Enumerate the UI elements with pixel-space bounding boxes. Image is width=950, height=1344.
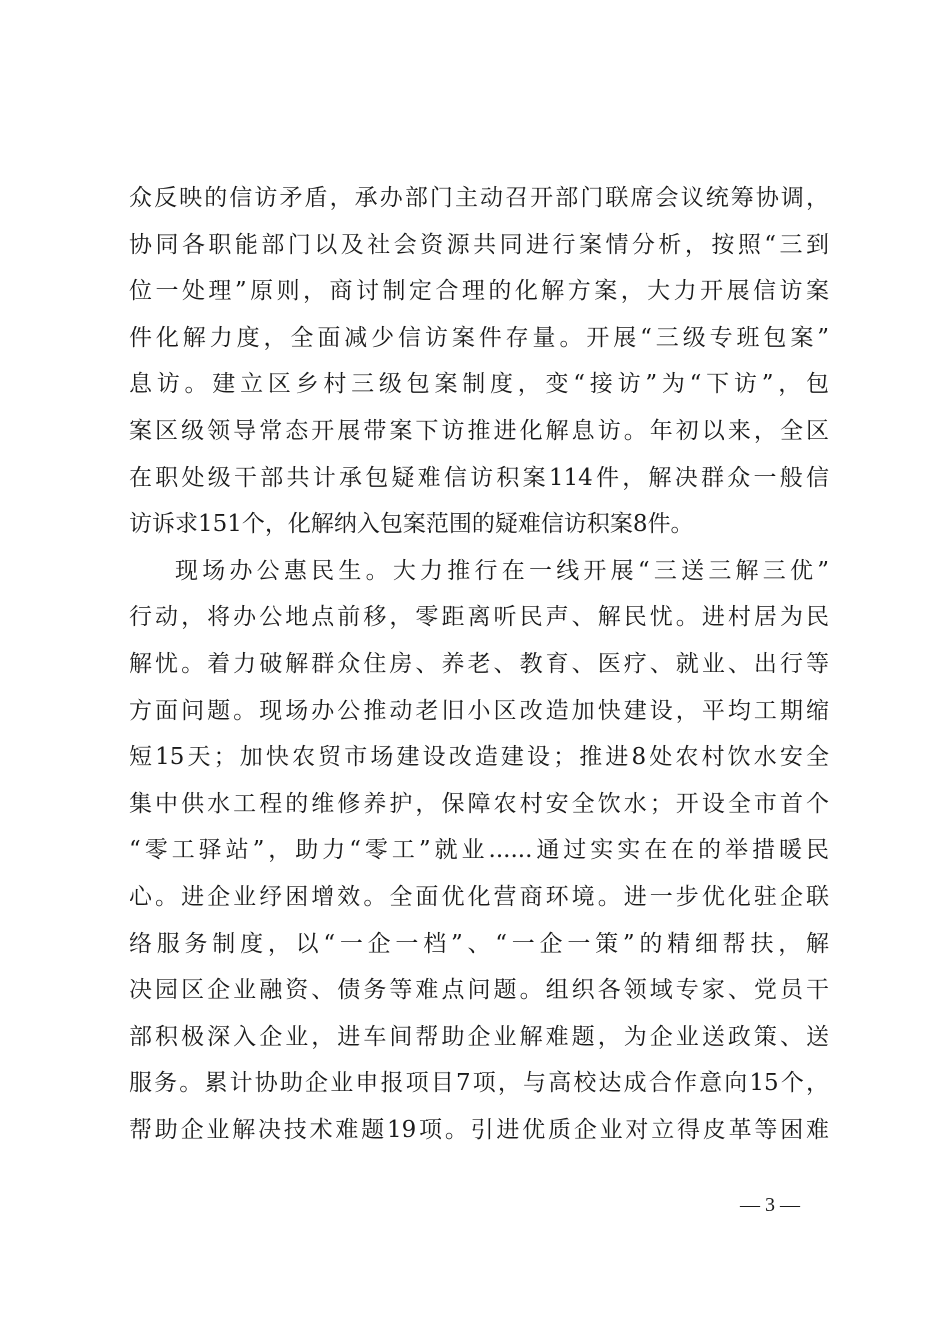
text-line: 短15天；加快农贸市场建设改造建设；推进8处农村饮水安全 xyxy=(129,744,829,771)
text-line: 解忧。着力破解群众住房、养老、教育、医疗、就业、出行等 xyxy=(129,650,829,677)
text-line: 众反映的信访矛盾，承办部门主动召开部门联席会议统筹协调， xyxy=(129,185,829,211)
text-line: 部积极深入企业，进车间帮助企业解难题，为企业送政策、送 xyxy=(129,1023,829,1050)
page-number: — 3 — xyxy=(740,1194,800,1216)
text-line: 集中供水工程的维修养护，保障农村安全饮水；开设全市首个 xyxy=(129,790,829,817)
text-line: 方面问题。现场办公推动老旧小区改造加快建设，平均工期缩 xyxy=(129,697,829,724)
body-text xyxy=(129,175,829,1153)
text-line: 心。进企业纾困增效。全面优化营商环境。进一步优化驻企联 xyxy=(129,883,829,910)
text-line: 在职处级干部共计承包疑难信访积案114件，解决群众一般信 xyxy=(129,464,829,491)
text-line: 行动，将办公地点前移，零距离听民声、解民忧。进村居为民 xyxy=(129,604,829,631)
paragraph-start-line: 现场办公惠民生。大力推行在一线开展“三送三解三优” xyxy=(175,557,829,584)
text-line: 服务。累计协助企业申报项目7项，与高校达成合作意向15个， xyxy=(129,1070,829,1097)
text-line: 帮助企业解决技术难题19项。引进优质企业对立得皮革等困难 xyxy=(129,1116,829,1143)
text-line: 件化解力度，全面减少信访案件存量。开展“三级专班包案” xyxy=(129,324,829,351)
text-line: “零工驿站”，助力“零工”就业......通过实实在在的举措暖民 xyxy=(129,837,829,864)
text-line: 络服务制度，以“一企一档”、“一企一策”的精细帮扶，解 xyxy=(129,930,829,957)
text-line: 息访。建立区乡村三级包案制度，变“接访”为“下访”，包 xyxy=(129,371,829,398)
text-line: 位一处理”原则，商讨制定合理的化解方案，大力开展信访案 xyxy=(129,278,829,305)
text-line: 决园区企业融资、债务等难点问题。组织各领域专家、党员干 xyxy=(129,977,829,1004)
text-line: 协同各职能部门以及社会资源共同进行案情分析，按照“三到 xyxy=(129,231,829,258)
text-line: 访诉求151个，化解纳入包案范围的疑难信访积案8件。 xyxy=(129,511,694,538)
text-line: 案区级领导常态开展带案下访推进化解息访。年初以来，全区 xyxy=(129,417,829,444)
